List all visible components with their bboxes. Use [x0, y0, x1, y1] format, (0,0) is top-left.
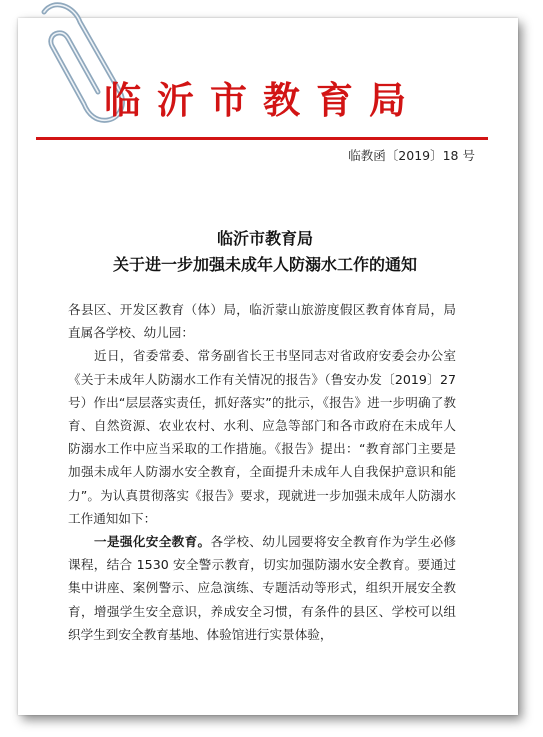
document-title-line1: 临沂市教育局 [216, 229, 313, 248]
salutation: 各县区、开发区教育（体）局，临沂蒙山旅游度假区教育体育局，局直属各学校、幼儿园： [68, 302, 456, 341]
page-curl [472, 640, 518, 715]
document-title [40, 226, 490, 278]
document-title-line2: 关于进一步加强未成年人防溺水工作的通知 [112, 255, 417, 274]
paragraph-1: 近日，省委常委、常务副省长王书坚同志对省政府安委会办公室《关于未成年人防溺水工作有关情况的报告》（鲁安办发〔2019〕27 号）作出“层层落实责任，抓好落实”的批示，《报告》进一步明确了教育、自然资源、农业农村、水利、应急等部门和各市政府在未成年人防溺水工作中应当采取的工作措施。《报告》提出：“教育部门主要是加强未成年人防溺水安全教育，全面提升未成年人自我保护意识和能力”。为认真贯彻落实《报告》要求，现就进一步加强未成年人防溺水工作通知如下： [68, 348, 456, 526]
document-number: 临教函〔2019〕18 号 [348, 148, 475, 163]
document-body [68, 298, 456, 646]
org-title: 临沂市教育局 [104, 78, 422, 122]
header-divider [36, 137, 488, 140]
paragraph-2 [68, 530, 456, 646]
paragraph-2-lead: 一是强化安全教育。 [94, 534, 211, 550]
paragraph-2-text: 各学校、幼儿园要将安全教育作为学生必修课程，结合 1530 安全警示教育，切实加强防溺水安全教育。要通过集中讲座、案例警示、应急演练、专题活动等形式，组织开展安全教育，增强学生安全意识，养成安全习惯，有条件的县区、学校可以组织学生到安全教育基地、体验馆进行实景体验， [68, 534, 457, 642]
